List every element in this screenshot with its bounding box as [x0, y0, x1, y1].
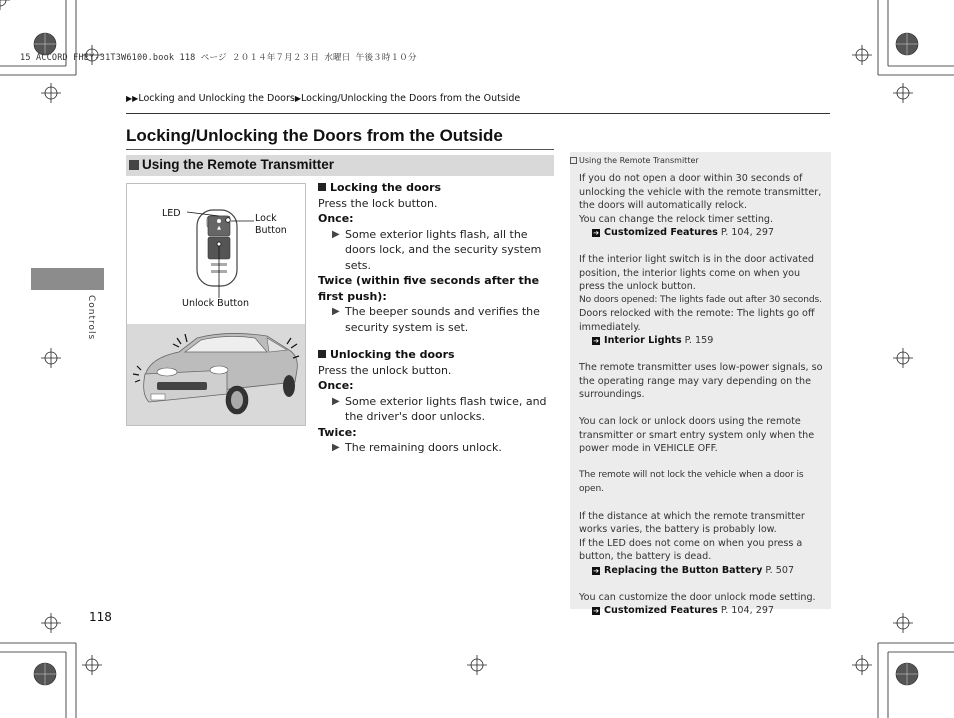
title-rule: [126, 149, 554, 150]
square-bullet-icon: [318, 350, 326, 358]
breadcrumb-item-locking[interactable]: Locking and Unlocking the Doors: [138, 93, 295, 104]
ref-replacing-battery[interactable]: ➔ Replacing the Button Battery P. 507: [593, 564, 795, 576]
ref-interior-lights[interactable]: ➔ Interior Lights P. 159: [593, 335, 714, 346]
locking-intro: Press the lock button.: [318, 196, 438, 210]
ref-customized-features[interactable]: ➔ Customized Features P. 104, 297: [593, 227, 775, 238]
locking-twice-label: Twice (within five seconds after the first push):: [318, 274, 540, 303]
page-title: Locking/Unlocking the Doors from the Outside: [126, 126, 503, 145]
note-no-doors-opened: No doors opened: The lights fade out after 30 seconds.: [579, 294, 822, 305]
unlocking-heading: Unlocking the doors: [318, 347, 553, 363]
reference-arrow-icon: ➔: [593, 607, 599, 615]
note-icon: [570, 157, 577, 164]
locking-twice-item: ▶ The beeper sounds and verifies the security system is set.: [332, 305, 540, 334]
locking-once-item: ▶ Some exterior lights flash, all the doors lock, and the security system sets.: [332, 227, 542, 272]
notes-body: [579, 172, 825, 618]
section-header: [126, 155, 554, 176]
reference-arrow-icon: ➔: [593, 229, 599, 237]
reference-arrow-icon: ➔: [593, 337, 599, 345]
note-low-power: The remote transmitter uses low-power signals, so the operating range may vary depending on the surroundings.: [579, 362, 823, 400]
locking-once-label: Once:: [318, 212, 354, 225]
chapter-tab[interactable]: [31, 268, 104, 290]
play-arrow-icon: ▶: [332, 395, 340, 407]
unlocking-twice-item: ▶ The remaining doors unlock.: [332, 441, 502, 454]
note-power-mode: You can lock or unlock doors using the remote transmitter or smart entry system only when the power mode in VEHICLE OFF.: [579, 416, 815, 454]
breadcrumb: [126, 93, 520, 104]
unlocking-once-item: ▶ Some exterior lights flash twice, and the driver's door unlocks.: [332, 394, 547, 423]
note-relock: If you do not open a door within 30 seconds of unlocking the vehicle with the remote transmitter, the doors will automatically relock.: [579, 173, 822, 211]
svg-text:▲: ▲: [217, 225, 221, 231]
note-doors-relocked: Doors relocked with the remote: The lights go off immediately.: [579, 308, 815, 333]
led-label: LED: [162, 208, 181, 219]
ref-customized-features-2[interactable]: ➔ Customized Features P. 104, 297: [593, 605, 775, 616]
print-header: 15 ACCORD FHEY-31T3W6100.book 118 ページ ２０１４年７月２３日 水曜日 午後３時１０分: [20, 53, 417, 63]
note-relock-timer: You can change the relock timer setting.: [579, 213, 774, 225]
unlock-button-label: Unlock Button: [182, 298, 249, 309]
square-bullet-icon: [318, 183, 326, 191]
car-image: [127, 324, 305, 425]
unlocking-twice-label: Twice:: [318, 425, 357, 439]
page-number: 118: [89, 610, 112, 624]
breadcrumb-arrow-icon: ▶: [294, 94, 302, 103]
lock-button-label: Lock: [255, 213, 277, 224]
reference-arrow-icon: ➔: [593, 566, 599, 575]
note-battery-low: If the distance at which the remote transmitter works varies, the battery is probably low.: [579, 510, 805, 535]
play-arrow-icon: ▶: [332, 306, 340, 317]
chapter-tab-label: Controls: [86, 295, 96, 341]
square-bullet-icon: [129, 160, 139, 170]
play-arrow-icon: ▶: [332, 442, 340, 453]
section-title: Using the Remote Transmitter: [142, 157, 335, 172]
breadcrumb-item-outside[interactable]: Locking/Unlocking the Doors from the Outside: [301, 93, 521, 104]
main-column: [318, 180, 553, 456]
note-door-open: The remote will not lock the vehicle when a door is open.: [579, 470, 804, 494]
play-arrow-icon: ▶: [332, 228, 340, 240]
breadcrumb-arrow-icon: ▶▶: [126, 94, 139, 103]
notes-heading: Using the Remote Transmitter: [570, 156, 699, 165]
sedan-drawing: [127, 324, 305, 425]
unlocking-once-label: Once:: [318, 379, 354, 392]
remote-illustration: [126, 183, 306, 426]
locking-heading: Locking the doors: [318, 180, 553, 196]
header-rule: [126, 113, 830, 114]
note-interior-light: If the interior light switch is in the door activated position, the interior lights come on when you press the unlock button.: [579, 254, 814, 292]
note-battery-dead: If the LED does not come on when you press a button, the battery is dead.: [579, 537, 803, 562]
unlocking-intro: Press the unlock button.: [318, 363, 452, 377]
note-unlock-mode: You can customize the door unlock mode setting.: [579, 591, 816, 603]
key-fob-area: [127, 184, 305, 324]
lock-button-label-2: Button: [255, 225, 287, 236]
